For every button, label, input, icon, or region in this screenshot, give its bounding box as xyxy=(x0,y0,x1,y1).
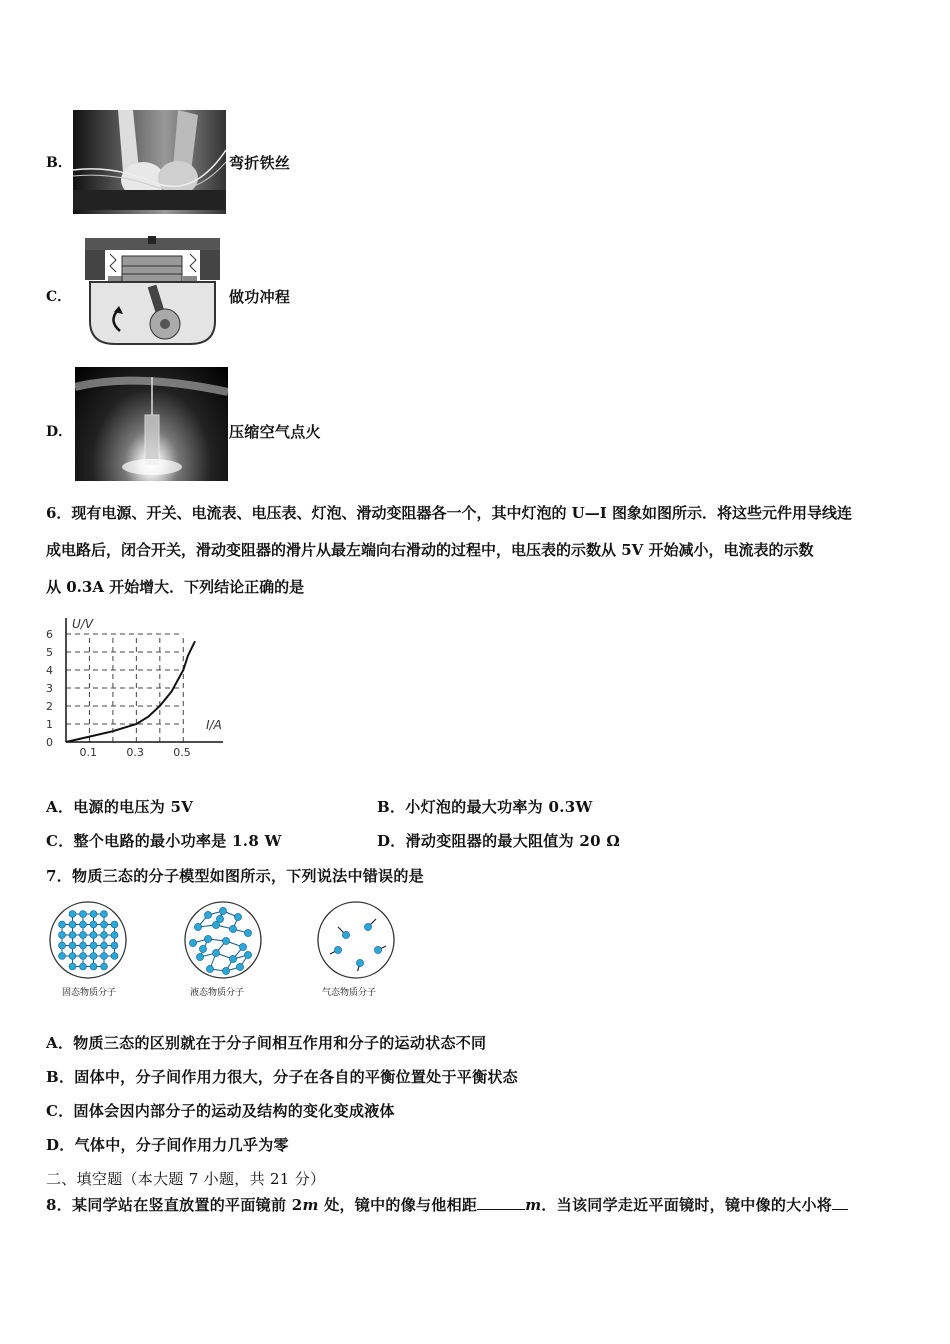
liquid-molecule xyxy=(219,907,226,914)
question-8-part-2: 处，镜中的像与他相距 xyxy=(318,1196,478,1214)
liquid-molecule xyxy=(234,913,241,920)
gas-molecule xyxy=(356,959,363,966)
liquid-molecule xyxy=(244,951,251,958)
question-6-line-3: 从 0.3A 开始增大．下列结论正确的是 xyxy=(46,578,305,596)
liquid-molecule xyxy=(222,937,229,944)
x-tick-label: 0.3 xyxy=(126,746,144,759)
solid-molecule xyxy=(80,932,87,939)
hands-bending-wire-illustration xyxy=(73,110,226,214)
u-i-graph xyxy=(38,612,278,770)
y-tick-label: 5 xyxy=(46,646,53,659)
question-7-stem: 7．物质三态的分子模型如图所示，下列说法中错误的是 xyxy=(46,867,424,885)
gas-molecule xyxy=(374,946,381,953)
liquid-molecule xyxy=(222,967,229,974)
solid-molecule xyxy=(59,942,66,949)
glass-tube-illustration xyxy=(75,367,228,481)
option-c-label: 做功冲程 xyxy=(229,288,291,306)
solid-molecule xyxy=(90,911,97,918)
gas-molecule xyxy=(334,946,341,953)
liquid-molecule xyxy=(199,945,206,952)
x-tick-label: 0.5 xyxy=(173,746,191,759)
gas-molecule xyxy=(342,931,349,938)
solid-molecule xyxy=(80,942,87,949)
y-tick-label: 1 xyxy=(46,718,53,731)
liquid-caption: 液态物质分子 xyxy=(190,988,245,998)
y-tick-label: 2 xyxy=(46,700,53,713)
solid-molecule xyxy=(101,942,108,949)
solid-molecule xyxy=(80,953,87,960)
solid-molecule xyxy=(90,953,97,960)
liquid-molecule xyxy=(229,925,236,932)
solid-molecule xyxy=(69,911,76,918)
option-b-label: 弯折铁丝 xyxy=(229,154,291,172)
solid-molecule xyxy=(90,942,97,949)
solid-molecule xyxy=(101,932,108,939)
option-b-letter: B． xyxy=(46,155,72,171)
gas-boundary xyxy=(318,902,394,978)
solid-molecule xyxy=(59,921,66,928)
solid-molecule xyxy=(90,921,97,928)
y-tick-label: 4 xyxy=(46,664,53,677)
piston-engine-illustration xyxy=(80,236,225,346)
solid-molecule xyxy=(80,963,87,970)
liquid-molecule xyxy=(244,929,251,936)
solid-molecule xyxy=(111,921,118,928)
question-8-part-3: ．当该同学走近平面镜时，镜中像的大小将 xyxy=(541,1196,833,1214)
y-tick-label: 3 xyxy=(46,682,53,695)
y-tick-label: 0 xyxy=(46,736,53,749)
question-8-blank-1[interactable] xyxy=(477,1197,525,1210)
y-tick-label: 6 xyxy=(46,628,53,641)
chart-series-line xyxy=(66,641,195,742)
question-6-option-d: D．滑动变阻器的最大阻值为 20 Ω xyxy=(377,832,621,850)
liquid-molecule xyxy=(204,935,211,942)
question-8-unit-1: m xyxy=(302,1196,319,1214)
solid-molecule xyxy=(69,942,76,949)
question-6-line-2: 成电路后，闭合开关，滑动变阻器的滑片从最左端向右滑动的过程中，电压表的示数从 5V 开始减小，电流表的示数 xyxy=(46,541,814,559)
solid-molecule xyxy=(111,942,118,949)
compressed-air-ignition-image xyxy=(75,367,228,481)
solid-molecule xyxy=(69,921,76,928)
question-7-option-c: C．固体会因内部分子的运动及结构的变化变成液体 xyxy=(46,1102,395,1120)
question-6-option-a: A．电源的电压为 5V xyxy=(46,798,194,816)
question-6-option-b: B．小灯泡的最大功率为 0.3W xyxy=(377,798,593,816)
solid-molecule xyxy=(59,953,66,960)
liquid-molecule xyxy=(206,965,213,972)
solid-molecule xyxy=(80,911,87,918)
chart-y-label: U/V xyxy=(72,617,94,631)
solid-molecule xyxy=(90,963,97,970)
solid-molecule xyxy=(101,911,108,918)
solid-molecule xyxy=(101,921,108,928)
question-8-text xyxy=(46,1194,848,1215)
question-6-stem xyxy=(46,495,916,606)
question-8-part-1: 8．某同学站在竖直放置的平面镜前 2 xyxy=(46,1196,303,1214)
engine-stroke-image xyxy=(80,236,225,346)
question-7-option-b: B．固体中，分子间作用力很大，分子在各自的平衡位置处于平衡状态 xyxy=(46,1068,518,1086)
chart-x-label: I/A xyxy=(206,718,222,732)
x-tick-label: 0.1 xyxy=(79,746,97,759)
solid-molecule xyxy=(59,932,66,939)
question-8-blank-2[interactable] xyxy=(832,1197,848,1210)
option-c-letter: C． xyxy=(46,289,72,305)
liquid-molecule-model xyxy=(185,902,261,978)
liquid-molecule xyxy=(189,939,196,946)
gas-molecule-model xyxy=(318,902,394,978)
question-6-option-c: C．整个电路的最小功率是 1.8 W xyxy=(46,832,282,850)
liquid-molecule xyxy=(212,949,219,956)
question-7-option-a: A．物质三态的区别就在于分子间相互作用和分子的运动状态不同 xyxy=(46,1034,487,1052)
solid-molecule xyxy=(111,953,118,960)
liquid-molecule xyxy=(196,953,203,960)
gas-caption: 气态物质分子 xyxy=(322,988,377,998)
bending-wire-image xyxy=(73,110,226,214)
question-8-unit-2: m xyxy=(525,1196,542,1214)
solid-molecule xyxy=(69,932,76,939)
solid-molecule xyxy=(69,963,76,970)
chart-grid xyxy=(66,634,183,742)
option-d-letter: D． xyxy=(46,424,73,440)
solid-molecule-model xyxy=(50,902,126,978)
solid-molecule xyxy=(90,932,97,939)
solid-molecule xyxy=(101,963,108,970)
solid-molecule xyxy=(69,953,76,960)
liquid-molecule xyxy=(194,923,201,930)
section-2-heading: 二、填空题（本大题 7 小题，共 21 分） xyxy=(46,1170,326,1188)
solid-caption: 固态物质分子 xyxy=(62,988,117,998)
liquid-molecule xyxy=(229,955,236,962)
question-7-option-d: D．气体中，分子间作用力几乎为零 xyxy=(46,1136,289,1154)
solid-molecule xyxy=(101,953,108,960)
question-6-line-1: 6．现有电源、开关、电流表、电压表、灯泡、滑动变阻器各一个，其中灯泡的 U—I 图象如图所示．将这些元件用导线连 xyxy=(46,504,852,522)
solid-molecule xyxy=(80,921,87,928)
liquid-molecule xyxy=(236,963,243,970)
liquid-molecule xyxy=(204,911,211,918)
option-d-label: 压缩空气点火 xyxy=(229,423,321,441)
liquid-molecule xyxy=(216,915,223,922)
solid-molecule xyxy=(111,932,118,939)
gas-molecule xyxy=(364,923,371,930)
liquid-molecule xyxy=(239,943,246,950)
